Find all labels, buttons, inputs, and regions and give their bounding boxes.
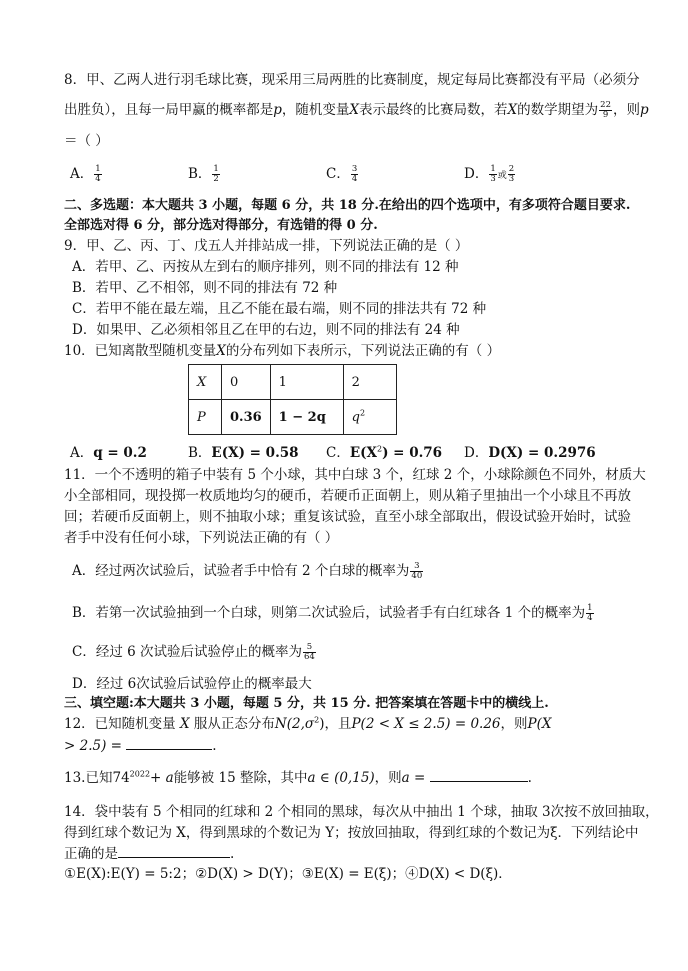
var-x: X bbox=[349, 102, 360, 118]
text: ，则 bbox=[500, 716, 528, 732]
var-p: p bbox=[273, 102, 282, 118]
table-cell: 0.36 bbox=[222, 400, 271, 435]
var-p: p bbox=[639, 102, 649, 118]
frac bbox=[303, 643, 316, 662]
prob-expr: P(2 < X ≤ 2.5) = 0.26 bbox=[351, 716, 501, 732]
text: 能够被 15 整除，其中 bbox=[173, 770, 308, 786]
text: 出胜负），且每一局甲赢的概率都是 bbox=[64, 102, 274, 118]
frac bbox=[94, 165, 101, 184]
exponent: 2022 bbox=[129, 769, 151, 779]
exponent: 2 bbox=[314, 715, 320, 725]
value: E(X) = 0.58 bbox=[211, 445, 299, 461]
q12-line1 bbox=[64, 714, 642, 734]
frac bbox=[508, 165, 515, 184]
prob-expr: > 2.5) = bbox=[64, 738, 122, 754]
table-cell: 1 − 2q bbox=[270, 400, 343, 435]
value: E(X bbox=[349, 445, 377, 461]
text: 10．已知离散型随机变量 bbox=[64, 343, 217, 359]
value: q = 0.2 bbox=[93, 445, 147, 461]
q11-option-b bbox=[72, 603, 642, 623]
label: D． bbox=[464, 166, 489, 182]
den: 64 bbox=[304, 652, 315, 662]
q8-option-d bbox=[464, 164, 516, 186]
num: 1 bbox=[587, 603, 593, 613]
table-cell: X bbox=[189, 365, 222, 400]
q8-line3: ＝（ ） bbox=[64, 133, 109, 149]
label: C． bbox=[326, 166, 350, 182]
var-q: q bbox=[351, 409, 360, 425]
q11-line2: 小全部相同，现投掷一枚质地均匀的硬币，若硬币正面朝上，则从箱子里抽出一个小球且不再放 bbox=[64, 488, 631, 504]
text: . bbox=[527, 770, 532, 786]
text: ，则 bbox=[612, 102, 640, 118]
value: ) = 0.76 bbox=[382, 445, 443, 461]
q8-option-b bbox=[188, 164, 221, 184]
or-text: 或 bbox=[497, 171, 507, 181]
frac bbox=[586, 604, 593, 623]
q8-line1: 8．甲、乙两人进行羽毛球比赛，现采用三局两胜的比赛制度，规定每局比赛都没有平局（必须分 bbox=[64, 72, 640, 88]
den: 4 bbox=[587, 613, 593, 623]
q14-statements: ①E(X):E(Y) = 5:2；②D(X) > D(Y)；③E(X) = E(ξ)；④D(X) < D(ξ)． bbox=[64, 866, 512, 882]
text: . bbox=[212, 738, 217, 754]
base: 74 bbox=[112, 770, 130, 786]
q10-stem bbox=[64, 341, 642, 361]
expectation-fraction bbox=[599, 101, 612, 120]
text: 的数学期望为 bbox=[517, 102, 599, 118]
q14-line1: 14．袋中装有 5 个相同的红球和 2 个相同的黑球，每次从中抽出 1 个球，抽取 3次按不放回抽取， bbox=[64, 804, 659, 820]
q11-option-c bbox=[72, 642, 642, 662]
var-x: X bbox=[216, 343, 226, 359]
prob-expr: P(X bbox=[527, 716, 552, 732]
text: ，则 bbox=[374, 770, 402, 786]
q11-line3: 回；若硬币反面朝上，则不抽取小球；重复该试验，直至小球全部取出，假设试验开始时，试验 bbox=[64, 509, 631, 525]
q14-line3 bbox=[64, 843, 642, 864]
answer-blank[interactable] bbox=[118, 843, 230, 858]
table-cell: P bbox=[189, 400, 222, 435]
answer-blank[interactable] bbox=[430, 767, 528, 782]
q11-option-d: D．经过 6次试验后试验停止的概率最大 bbox=[72, 676, 312, 692]
text: 表示最终的比赛局数，若 bbox=[359, 102, 508, 118]
q9-stem: 9．甲、乙、丙、丁、戊五人并排站成一排，下列说法正确的是（ ） bbox=[64, 238, 469, 254]
q8-line2 bbox=[64, 100, 649, 120]
answer-expr: a = bbox=[401, 770, 426, 786]
table-cell: 2 bbox=[343, 365, 396, 400]
den: 2 bbox=[213, 174, 219, 184]
q10-option-c bbox=[326, 443, 442, 463]
exponent: 2 bbox=[377, 444, 383, 454]
den: 3 bbox=[490, 174, 496, 184]
text: 13.已知 bbox=[64, 770, 113, 786]
q11-line4: 者手中没有任何小球，下列说法正确的有（ ） bbox=[64, 530, 339, 546]
text: 的分布列如下表所示，下列说法正确的有（ ） bbox=[225, 343, 501, 359]
set-expr: a ∈ (0,15) bbox=[307, 770, 375, 786]
var-x: X bbox=[179, 716, 190, 732]
den: 9 bbox=[602, 110, 609, 120]
var-x: X bbox=[507, 102, 518, 118]
q9-option-a: A．若甲、乙、丙按从左到右的顺序排列，则不同的排法有 12 种 bbox=[72, 259, 459, 275]
table-row bbox=[189, 400, 397, 435]
num: 1 bbox=[490, 164, 496, 174]
den: 4 bbox=[95, 174, 101, 184]
frac bbox=[212, 165, 219, 184]
label: D． bbox=[464, 445, 489, 461]
den: 40 bbox=[411, 571, 423, 581]
frac bbox=[410, 562, 423, 581]
num: 3 bbox=[410, 562, 423, 572]
table-row bbox=[189, 365, 397, 400]
num: 1 bbox=[95, 164, 101, 174]
q8-option-a bbox=[70, 164, 103, 184]
q14-line2: 得到红球个数记为 X，得到黑球的个数记为 Y；按放回抽取，得到红球的个数记为ξ．下列结论中 bbox=[64, 825, 639, 841]
num: 2 bbox=[508, 164, 515, 174]
table-cell bbox=[343, 400, 396, 435]
num: 5 bbox=[303, 643, 316, 653]
q11-option-a bbox=[72, 561, 642, 581]
section2-rules: 全部选对得 6 分，部分选对得部分，有选错的得 0 分. bbox=[64, 218, 378, 233]
q12-line2 bbox=[64, 735, 642, 756]
den: 4 bbox=[351, 174, 358, 184]
table-cell: 1 bbox=[270, 365, 343, 400]
q10-option-a bbox=[70, 443, 147, 463]
label: A． bbox=[70, 445, 94, 461]
distribution-table bbox=[188, 364, 397, 435]
answer-blank[interactable] bbox=[126, 735, 212, 750]
num: 1 bbox=[213, 164, 219, 174]
text: 12．已知随机变量 bbox=[64, 716, 180, 732]
q13-line bbox=[64, 767, 642, 788]
q9-option-d: D．如果甲、乙必须相邻且乙在甲的右边，则不同的排法有 24 种 bbox=[72, 322, 460, 338]
exponent: 2 bbox=[360, 408, 366, 418]
value: D(X) = 0.2976 bbox=[488, 445, 596, 461]
text: ，随机变量 bbox=[281, 102, 350, 118]
text: )，且 bbox=[319, 716, 352, 732]
q8-option-c bbox=[326, 164, 359, 184]
den: 3 bbox=[508, 174, 515, 184]
label: C． bbox=[326, 445, 350, 461]
section2-heading: 二、多选题：本大题共 3 小题，每题 6 分，共 18 分.在给出的四个选项中，有多项符合题目要求. bbox=[64, 198, 631, 213]
table-cell: 0 bbox=[222, 365, 271, 400]
plus-a: + a bbox=[150, 770, 174, 786]
text: C．经过 6 次试验后试验停止的概率为 bbox=[72, 644, 303, 660]
text: A．经过两次试验后，试验者手中恰有 2 个白球的概率为 bbox=[72, 563, 410, 579]
q11-line1: 11．一个不透明的箱子中装有 5 个小球，其中白球 3 个，红球 2 个，小球除颜色不同外，材质大 bbox=[64, 467, 646, 483]
label: B． bbox=[188, 445, 212, 461]
text: 服从正态分布 bbox=[189, 716, 275, 732]
q9-option-c: C．若甲不能在最左端，且乙不能在最右端，则不同的排法共有 72 种 bbox=[72, 301, 487, 317]
num: 3 bbox=[351, 164, 358, 174]
section3-heading: 三、填空题:本大题共 3 小题，每题 5 分，共 15 分. 把答案填在答题卡中的横线上. bbox=[64, 696, 549, 711]
q10-option-b bbox=[188, 443, 299, 463]
normal-dist: N(2,σ bbox=[274, 716, 315, 732]
text: B．若第一次试验抽到一个白球，则第二次试验后，试验者手有白红球各 1 个的概率为 bbox=[72, 605, 586, 621]
text: 正确的是 bbox=[64, 846, 118, 862]
q10-option-d bbox=[464, 443, 596, 463]
text: . bbox=[230, 846, 235, 862]
frac bbox=[351, 165, 358, 184]
q9-option-b: B．若甲、乙不相邻，则不同的排法有 72 种 bbox=[72, 280, 338, 296]
label: A． bbox=[70, 166, 94, 182]
label: B． bbox=[188, 166, 212, 182]
num: 22 bbox=[600, 100, 611, 110]
frac bbox=[489, 165, 496, 184]
